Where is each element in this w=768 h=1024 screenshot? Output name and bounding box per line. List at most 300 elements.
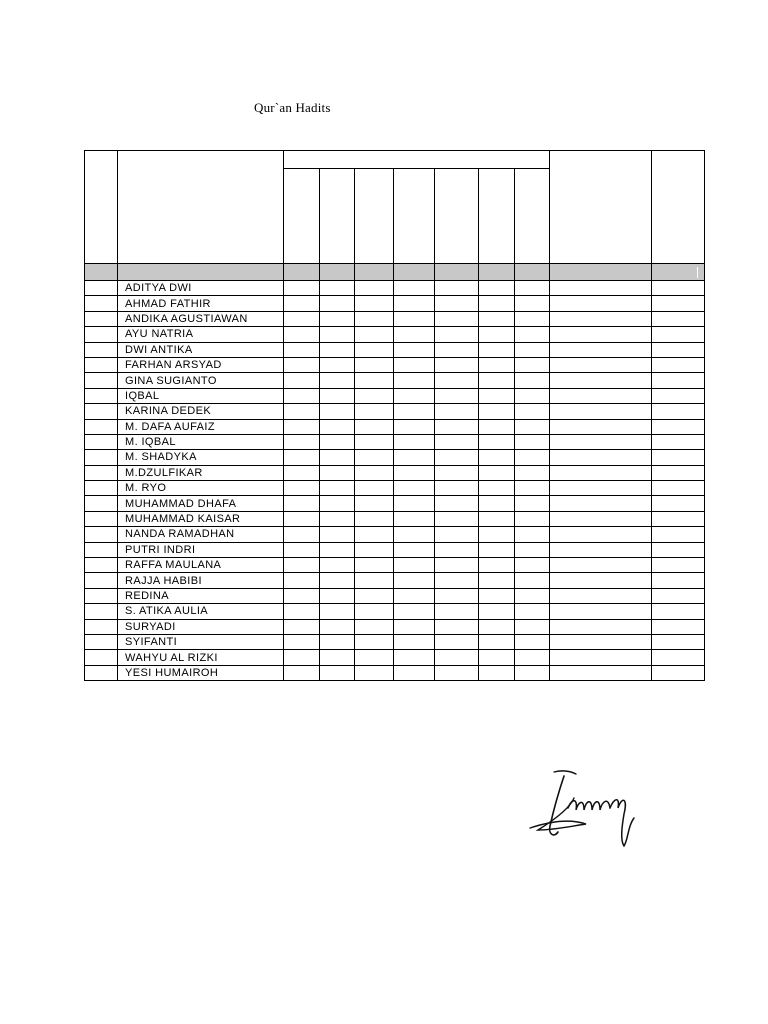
score-cell [320, 573, 355, 588]
student-name-cell: GINA SUGIANTO [118, 373, 284, 388]
score-cell [435, 450, 479, 465]
row-number-cell [85, 604, 118, 619]
row-number-cell [85, 481, 118, 496]
score-cell [320, 296, 355, 311]
score-cell [320, 342, 355, 357]
extra-cell [652, 404, 705, 419]
score-cell [320, 327, 355, 342]
score-cell [355, 373, 394, 388]
score-cell [515, 450, 550, 465]
total-cell [550, 604, 652, 619]
score-cell [515, 665, 550, 680]
score-cell [355, 542, 394, 557]
extra-cell [652, 604, 705, 619]
score-cell [479, 496, 515, 511]
student-name-cell: M. DAFA AUFAIZ [118, 419, 284, 434]
score-cell [284, 450, 320, 465]
table-row [85, 281, 705, 296]
score-cell [394, 665, 435, 680]
score-cell [435, 327, 479, 342]
score-cell [479, 650, 515, 665]
score-cell [515, 311, 550, 326]
score-cell [284, 542, 320, 557]
score-cell [515, 588, 550, 603]
score-cell [435, 573, 479, 588]
extra-cell [652, 357, 705, 372]
score-cell [435, 604, 479, 619]
student-name-cell: AHMAD FATHIR [118, 296, 284, 311]
score-cell [515, 542, 550, 557]
score-cell [479, 281, 515, 296]
table-row [85, 404, 705, 419]
extra-cell [652, 481, 705, 496]
score-cell [394, 527, 435, 542]
table-row [85, 342, 705, 357]
score-cell [394, 373, 435, 388]
score-cell [479, 419, 515, 434]
score-cell [284, 573, 320, 588]
score-cell [435, 281, 479, 296]
score-cell [515, 527, 550, 542]
student-name-cell: M. RYO [118, 481, 284, 496]
row-number-cell [85, 588, 118, 603]
extra-cell [652, 665, 705, 680]
student-name-cell: SURYADI [118, 619, 284, 634]
score-cell [479, 542, 515, 557]
score-cell [355, 434, 394, 449]
extra-cell [652, 542, 705, 557]
score-cell [479, 342, 515, 357]
score-cell [394, 357, 435, 372]
row-number-cell [85, 634, 118, 649]
score-cell [355, 665, 394, 680]
table-row [85, 388, 705, 403]
score-cell [435, 388, 479, 403]
row-number-cell [85, 296, 118, 311]
score-cell [284, 465, 320, 480]
header-name-cell [118, 151, 284, 264]
score-cell [515, 342, 550, 357]
score-cell [355, 511, 394, 526]
score-cell [284, 481, 320, 496]
table-row [85, 434, 705, 449]
extra-cell [652, 588, 705, 603]
row-number-cell [85, 388, 118, 403]
score-cell [435, 434, 479, 449]
total-cell [550, 450, 652, 465]
score-cell [515, 511, 550, 526]
student-name-cell: ANDIKA AGUSTIAWAN [118, 311, 284, 326]
header-total-cell [550, 151, 652, 264]
score-cell [394, 588, 435, 603]
score-cell [435, 650, 479, 665]
score-cell [394, 496, 435, 511]
student-name-cell: RAJJA HABIBI [118, 573, 284, 588]
score-cell [515, 404, 550, 419]
row-number-cell [85, 542, 118, 557]
student-name-cell: S. ATIKA AULIA [118, 604, 284, 619]
score-cell [320, 450, 355, 465]
score-cell [284, 342, 320, 357]
score-cell [320, 619, 355, 634]
score-cell [435, 357, 479, 372]
total-cell [550, 342, 652, 357]
score-cell [479, 465, 515, 480]
score-cell [394, 558, 435, 573]
score-cell [355, 342, 394, 357]
subject-title: Qur`an Hadits [254, 100, 331, 115]
student-name-cell: DWI ANTIKA [118, 342, 284, 357]
extra-cell [652, 388, 705, 403]
score-cell [515, 434, 550, 449]
score-cell [479, 634, 515, 649]
score-cell [394, 604, 435, 619]
score-cell [320, 511, 355, 526]
row-number-cell [85, 373, 118, 388]
score-cell [284, 419, 320, 434]
header-score-cell [435, 169, 479, 264]
row-number-cell [85, 281, 118, 296]
extra-cell [652, 634, 705, 649]
row-number-cell [85, 511, 118, 526]
score-cell [435, 311, 479, 326]
score-cell [355, 650, 394, 665]
student-name-cell: REDINA [118, 588, 284, 603]
total-cell [550, 357, 652, 372]
table-row [85, 665, 705, 680]
score-cell [435, 558, 479, 573]
total-cell [550, 404, 652, 419]
score-cell [284, 634, 320, 649]
table-row [85, 604, 705, 619]
score-cell [284, 296, 320, 311]
student-name-cell: MUHAMMAD KAISAR [118, 511, 284, 526]
student-name-cell: NANDA RAMADHAN [118, 527, 284, 542]
band-cell [652, 264, 705, 281]
score-cell [435, 634, 479, 649]
extra-cell [652, 511, 705, 526]
score-cell [479, 604, 515, 619]
score-cell [479, 619, 515, 634]
band-cell [435, 264, 479, 281]
band-cell [355, 264, 394, 281]
score-cell [479, 388, 515, 403]
extra-cell [652, 465, 705, 480]
score-cell [320, 604, 355, 619]
student-name-cell: RAFFA MAULANA [118, 558, 284, 573]
table-row [85, 450, 705, 465]
extra-cell [652, 496, 705, 511]
score-cell [394, 619, 435, 634]
score-cell [435, 404, 479, 419]
score-cell [284, 604, 320, 619]
score-cell [355, 388, 394, 403]
score-cell [515, 357, 550, 372]
score-cell [320, 650, 355, 665]
score-cell [320, 281, 355, 296]
score-cell [284, 496, 320, 511]
score-cell [284, 434, 320, 449]
score-cell [284, 373, 320, 388]
score-cell [355, 558, 394, 573]
band-cell [320, 264, 355, 281]
total-cell [550, 496, 652, 511]
score-cell [435, 373, 479, 388]
score-cell [284, 619, 320, 634]
score-cell [355, 573, 394, 588]
table-row [85, 481, 705, 496]
score-cell [394, 296, 435, 311]
score-cell [515, 558, 550, 573]
band-cell [479, 264, 515, 281]
total-cell [550, 588, 652, 603]
row-number-cell [85, 496, 118, 511]
score-cell [284, 281, 320, 296]
table-row [85, 542, 705, 557]
table-row [85, 619, 705, 634]
total-cell [550, 327, 652, 342]
score-cell [435, 619, 479, 634]
extra-cell [652, 281, 705, 296]
total-cell [550, 481, 652, 496]
header-score-group-cell [284, 151, 550, 169]
score-cell [284, 327, 320, 342]
score-cell [284, 665, 320, 680]
total-cell [550, 665, 652, 680]
score-cell [435, 588, 479, 603]
score-cell [320, 588, 355, 603]
score-cell [355, 450, 394, 465]
score-cell [479, 511, 515, 526]
row-number-cell [85, 465, 118, 480]
table-row [85, 496, 705, 511]
score-cell [515, 619, 550, 634]
total-cell [550, 619, 652, 634]
table-row [85, 573, 705, 588]
extra-cell [652, 311, 705, 326]
score-cell [320, 481, 355, 496]
total-cell [550, 373, 652, 388]
score-cell [284, 558, 320, 573]
score-cell [284, 588, 320, 603]
row-number-cell [85, 527, 118, 542]
score-cell [515, 573, 550, 588]
total-cell [550, 296, 652, 311]
total-cell [550, 573, 652, 588]
header-extra-cell [652, 151, 705, 264]
score-cell [355, 496, 394, 511]
score-cell [515, 604, 550, 619]
signature-image [524, 768, 644, 853]
score-cell [394, 542, 435, 557]
extra-cell [652, 342, 705, 357]
student-name-cell: YESI HUMAIROH [118, 665, 284, 680]
score-cell [320, 419, 355, 434]
extra-cell [652, 573, 705, 588]
extra-cell [652, 373, 705, 388]
student-name-cell: M. IQBAL [118, 434, 284, 449]
score-cell [435, 665, 479, 680]
table-row [85, 527, 705, 542]
score-cell [394, 404, 435, 419]
row-number-cell [85, 573, 118, 588]
score-cell [394, 419, 435, 434]
score-cell [355, 419, 394, 434]
score-cell [394, 311, 435, 326]
shaded-band-row [85, 264, 705, 281]
band-cell [550, 264, 652, 281]
table-row [85, 465, 705, 480]
row-number-cell [85, 434, 118, 449]
score-cell [435, 296, 479, 311]
score-cell [435, 542, 479, 557]
table-row [85, 558, 705, 573]
row-number-cell [85, 619, 118, 634]
score-cell [435, 481, 479, 496]
score-cell [394, 573, 435, 588]
row-number-cell [85, 665, 118, 680]
score-cell [435, 496, 479, 511]
score-cell [479, 357, 515, 372]
table-row [85, 588, 705, 603]
grade-table [84, 150, 705, 681]
extra-cell [652, 434, 705, 449]
total-cell [550, 542, 652, 557]
score-cell [479, 327, 515, 342]
row-number-cell [85, 342, 118, 357]
total-cell [550, 434, 652, 449]
score-cell [320, 558, 355, 573]
row-number-cell [85, 558, 118, 573]
table-row [85, 511, 705, 526]
header-score-cell [284, 169, 320, 264]
band-cell [394, 264, 435, 281]
band-cell [515, 264, 550, 281]
header-score-cell [394, 169, 435, 264]
score-cell [479, 558, 515, 573]
header-score-cell [479, 169, 515, 264]
table-row [85, 327, 705, 342]
table-row [85, 311, 705, 326]
score-cell [515, 373, 550, 388]
extra-cell [652, 296, 705, 311]
row-number-cell [85, 327, 118, 342]
score-cell [515, 496, 550, 511]
row-number-cell [85, 450, 118, 465]
score-cell [515, 481, 550, 496]
total-cell [550, 388, 652, 403]
score-cell [320, 496, 355, 511]
score-cell [394, 450, 435, 465]
score-cell [515, 650, 550, 665]
score-cell [355, 604, 394, 619]
score-cell [515, 296, 550, 311]
score-cell [355, 327, 394, 342]
student-name-cell: AYU NATRIA [118, 327, 284, 342]
band-cell [284, 264, 320, 281]
score-cell [320, 357, 355, 372]
header-score-cell [320, 169, 355, 264]
score-cell [479, 573, 515, 588]
score-cell [394, 388, 435, 403]
score-cell [435, 511, 479, 526]
total-cell [550, 650, 652, 665]
header-score-cell [355, 169, 394, 264]
row-number-cell [85, 311, 118, 326]
score-cell [355, 311, 394, 326]
score-cell [515, 327, 550, 342]
total-cell [550, 634, 652, 649]
student-name-cell: FARHAN ARSYAD [118, 357, 284, 372]
extra-cell [652, 650, 705, 665]
band-cell [85, 264, 118, 281]
student-name-cell: IQBAL [118, 388, 284, 403]
score-cell [479, 434, 515, 449]
score-cell [284, 357, 320, 372]
score-cell [355, 357, 394, 372]
score-cell [320, 665, 355, 680]
extra-cell [652, 450, 705, 465]
score-cell [394, 481, 435, 496]
score-cell [479, 481, 515, 496]
score-cell [435, 342, 479, 357]
table-row [85, 373, 705, 388]
student-name-cell: PUTRI INDRI [118, 542, 284, 557]
score-cell [320, 434, 355, 449]
score-cell [435, 465, 479, 480]
score-cell [355, 296, 394, 311]
header-number-cell [85, 151, 118, 264]
score-cell [435, 419, 479, 434]
score-cell [479, 450, 515, 465]
band-cell [118, 264, 284, 281]
total-cell [550, 558, 652, 573]
score-cell [479, 373, 515, 388]
score-cell [394, 511, 435, 526]
score-cell [515, 281, 550, 296]
table-row [85, 634, 705, 649]
score-cell [435, 527, 479, 542]
score-cell [355, 634, 394, 649]
student-name-cell: MUHAMMAD DHAFA [118, 496, 284, 511]
total-cell [550, 465, 652, 480]
extra-cell [652, 558, 705, 573]
score-cell [394, 342, 435, 357]
score-cell [355, 588, 394, 603]
score-cell [394, 281, 435, 296]
total-cell [550, 311, 652, 326]
score-cell [284, 650, 320, 665]
table-row [85, 357, 705, 372]
extra-cell [652, 419, 705, 434]
score-cell [479, 296, 515, 311]
score-cell [515, 388, 550, 403]
total-cell [550, 419, 652, 434]
score-cell [515, 419, 550, 434]
score-cell [284, 511, 320, 526]
score-cell [355, 281, 394, 296]
score-cell [355, 527, 394, 542]
total-cell [550, 511, 652, 526]
student-name-cell: ADITYA DWI [118, 281, 284, 296]
score-cell [394, 634, 435, 649]
score-cell [320, 388, 355, 403]
score-cell [515, 634, 550, 649]
score-cell [394, 650, 435, 665]
student-name-cell: KARINA DEDEK [118, 404, 284, 419]
score-cell [355, 465, 394, 480]
total-cell [550, 281, 652, 296]
